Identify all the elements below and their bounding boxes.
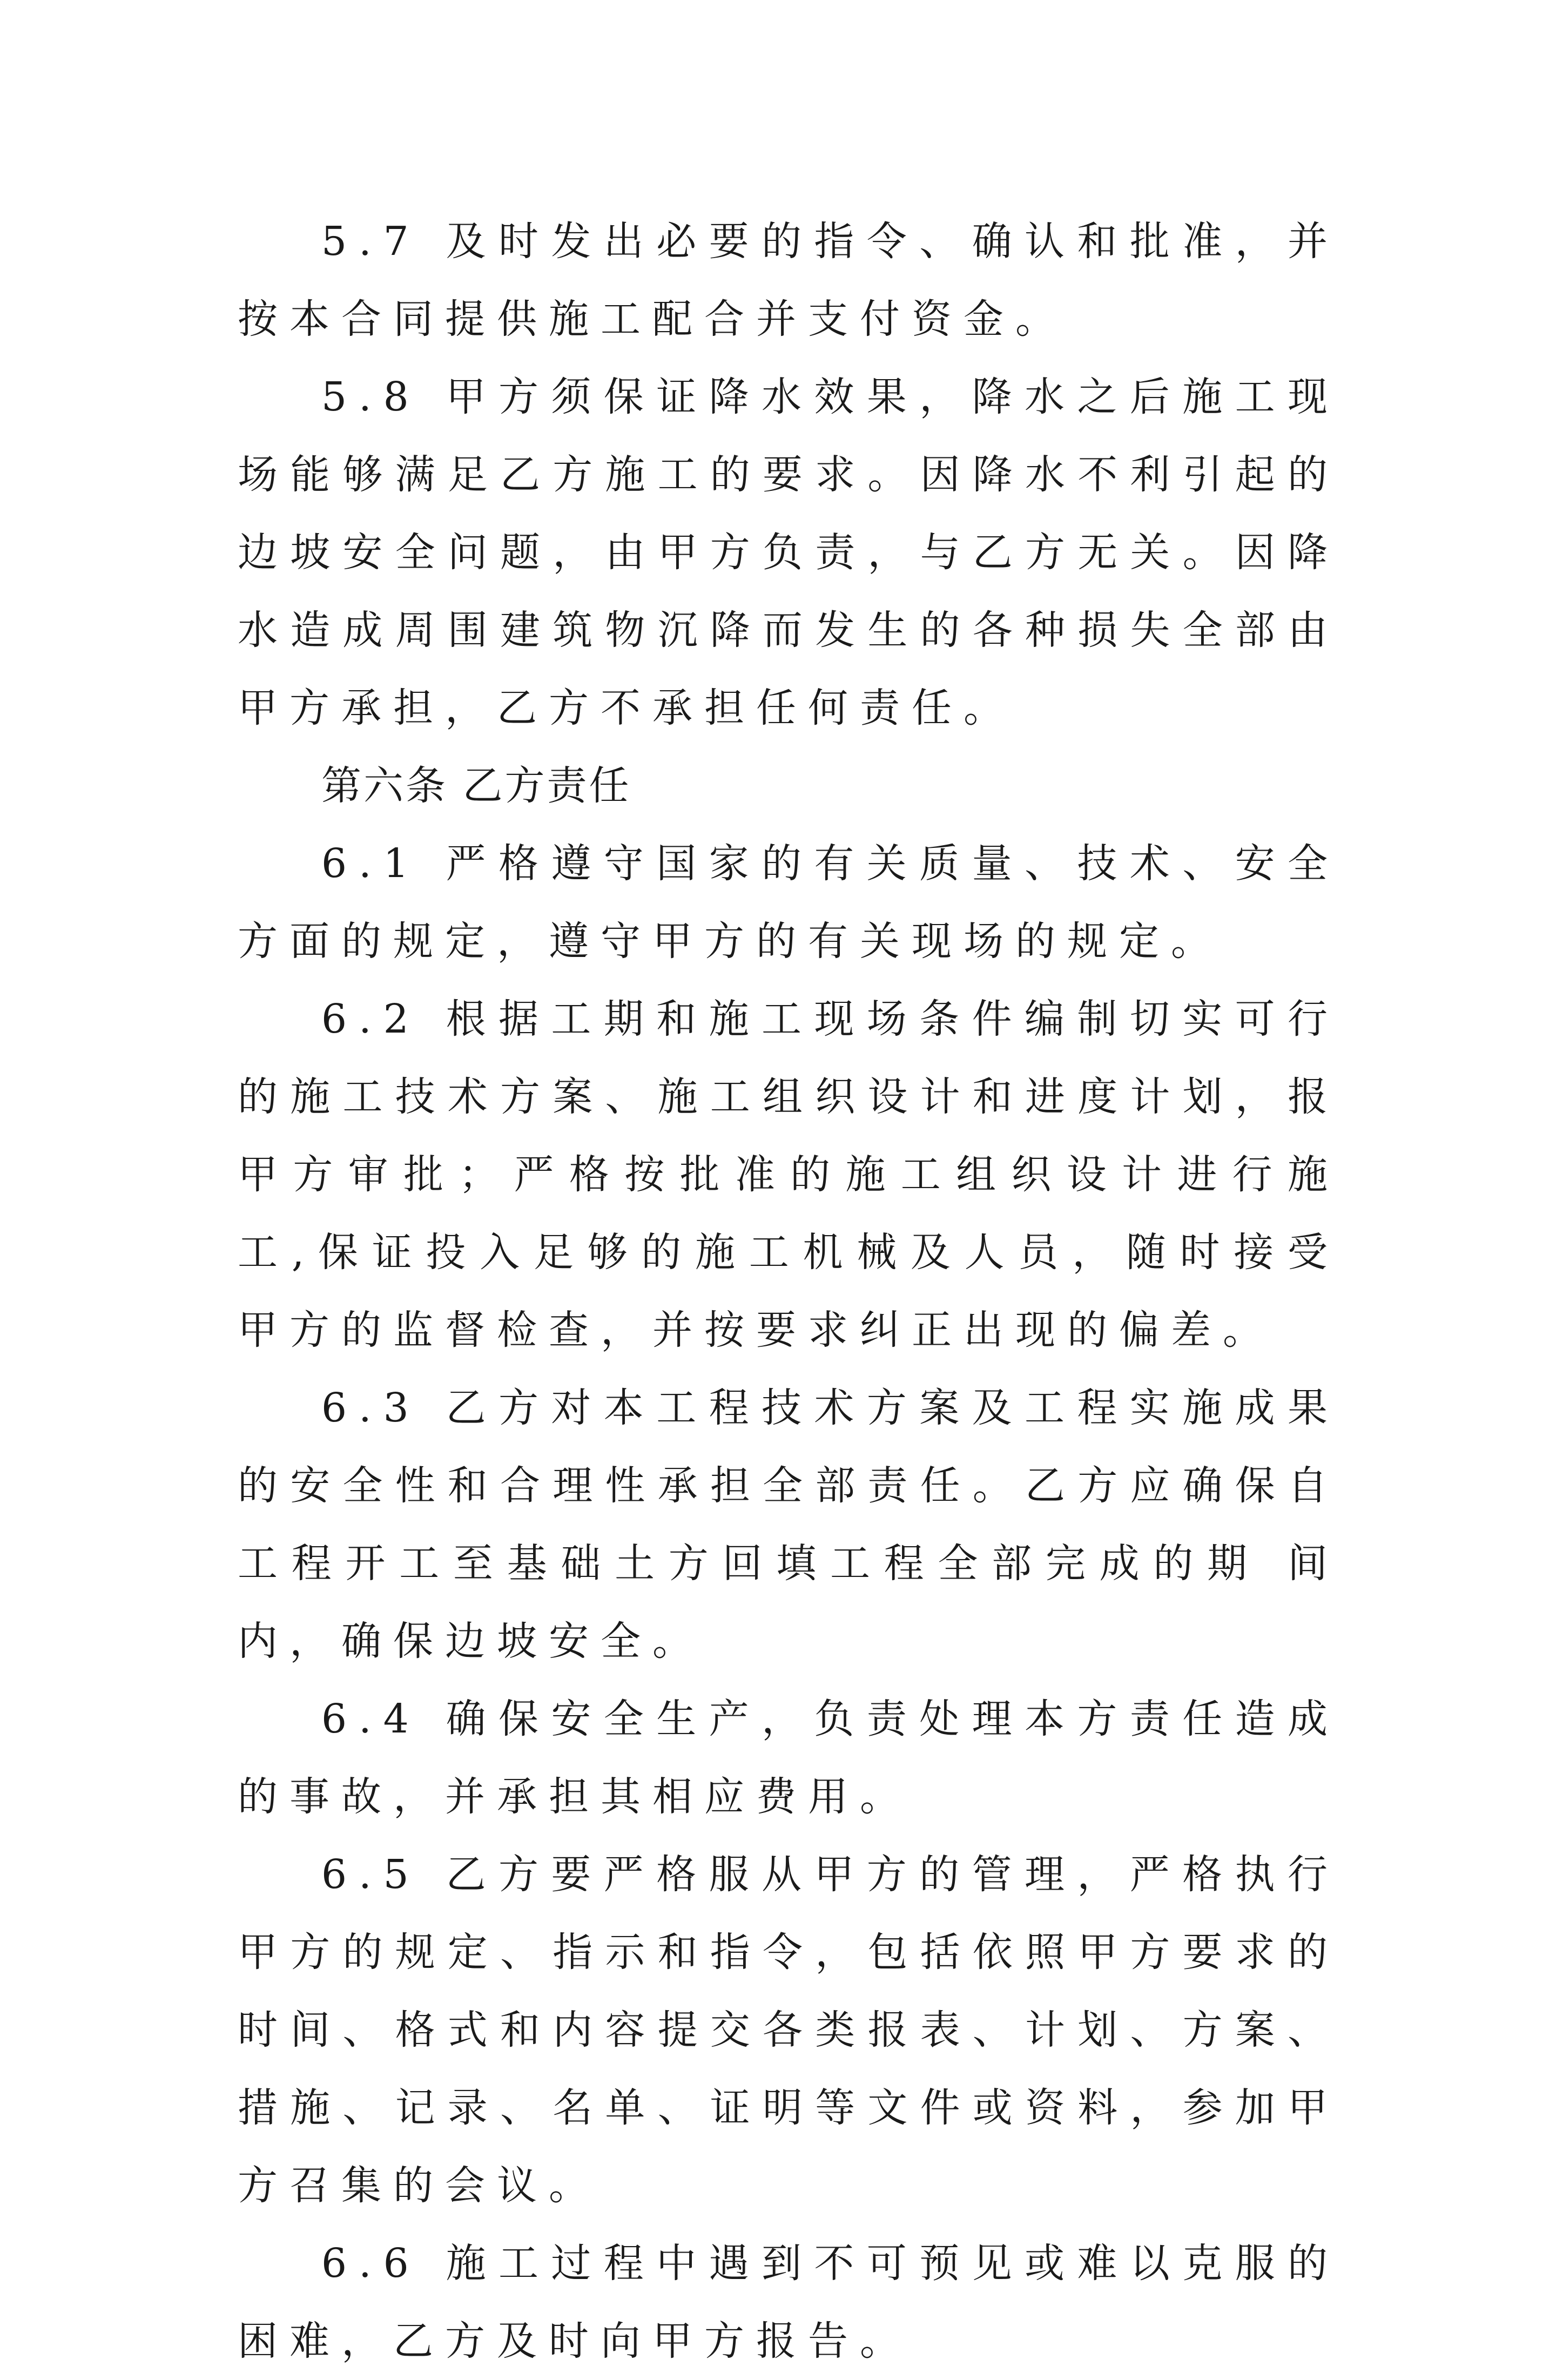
clause-6-3: 6.3 乙方对本工程技术方案及工程实施成果的安全性和合理性承担全部责任。乙方应确保自工程开工至基础土方回填工程全部完成的期 间内，确保边坡安全。 <box>238 1385 1339 1664</box>
clause-5-8: 5.8 甲方须保证降水效果，降水之后施工现场能够满足乙方施工的要求。因降水不利引起的边坡安全问题，由甲方负责，与乙方无关。因降水造成周围建筑物沉降而发生的各种损失全部由甲方承担，乙方不承担任何责任。 <box>238 374 1339 731</box>
clause-5-7: 5.7 及时发出必要的指令、确认和批准，并按本合同提供施工配合并支付资金。 <box>238 218 1339 342</box>
clause-6-5: 6.5 乙方要严格服从甲方的管理，严格执行甲方的规定、指示和指令，包括依照甲方要求的时间、格式和内容提交各类报表、计划、方案、措施、记录、名单、证明等文件或资料，参加甲方召集的会议。 <box>238 1851 1339 2209</box>
clause-6-2: 6.2 根据工期和施工现场条件编制切实可行的施工技术方案、施工组织设计和进度计划，报甲方审批；严格按批准的施工组织设计进行施工,保证投入足够的施工机械及人员，随时接受甲方的监督检查，并按要求纠正出现的偏差。 <box>238 996 1339 1353</box>
clause-6-1: 6.1 严格遵守国家的有关质量、技术、安全方面的规定，遵守甲方的有关现场的规定。 <box>238 840 1339 965</box>
document-body <box>238 203 1339 2380</box>
clause-6-6: 6.6 施工过程中遇到不可预见或难以克服的困难，乙方及时向甲方报告。 <box>238 2240 1339 2364</box>
clause-6-4: 6.4 确保安全生产，负责处理本方责任造成的事故，并承担其相应费用。 <box>238 1696 1339 1820</box>
article-6-heading: 第六条 乙方责任 <box>321 763 631 809</box>
